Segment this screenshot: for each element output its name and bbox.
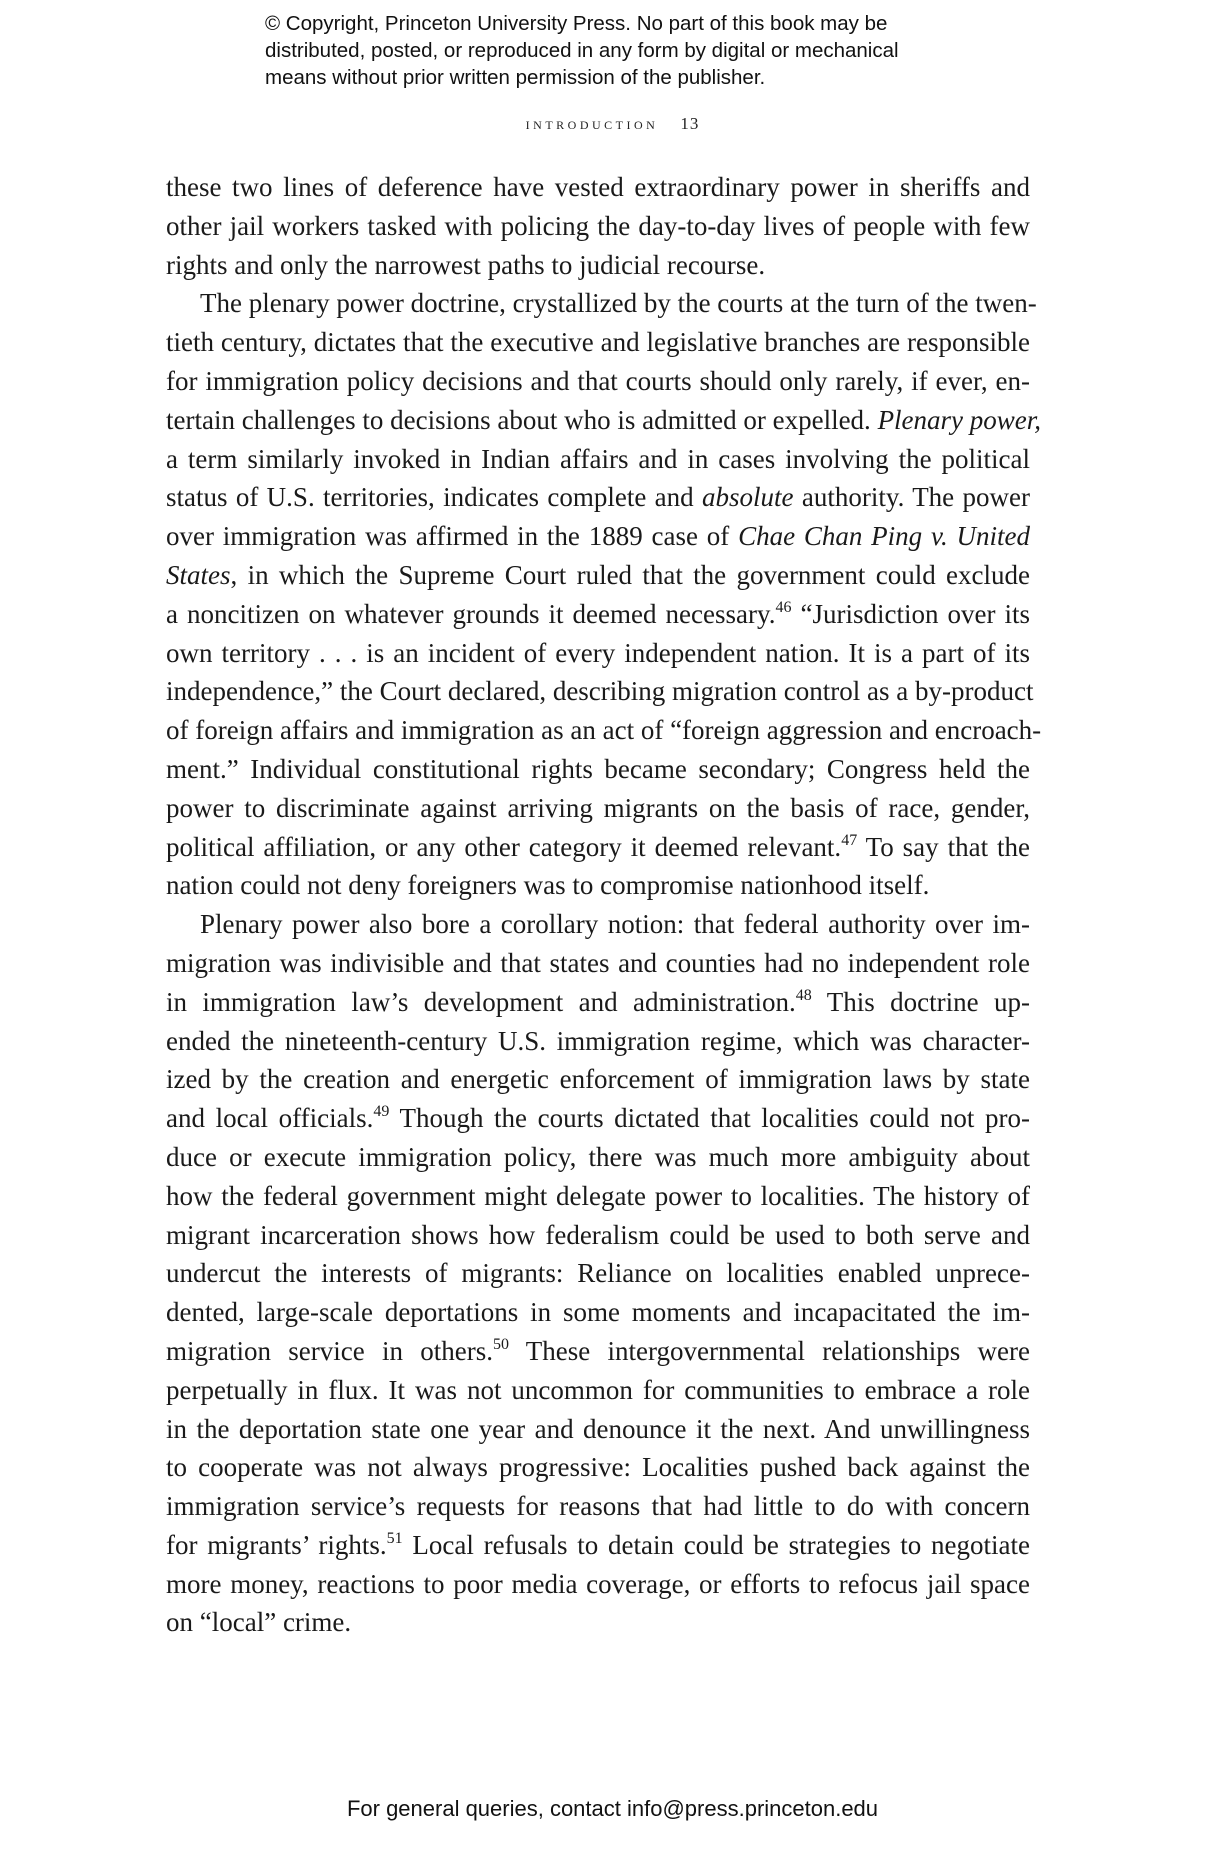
text-run: tertain challenges to decisions about who is admitted or expelled. xyxy=(166,404,878,435)
text-line xyxy=(166,983,1030,1022)
text-line xyxy=(166,828,1030,867)
footnote-marker: 50 xyxy=(493,1335,510,1353)
text-run: This doctrine up- xyxy=(811,986,1030,1017)
text-line: other jail workers tasked with policing the day-to-day lives of people with few xyxy=(166,210,1030,241)
text-run: a noncitizen on whatever grounds it deemed necessary. xyxy=(166,598,776,629)
footer-contact: For general queries, contact info@press.princeton.edu xyxy=(346,1796,879,1821)
text-line xyxy=(166,1332,1030,1371)
text-line: ized by the creation and energetic enforcement of immigration laws by state xyxy=(166,1064,1030,1095)
text-line: duce or execute immigration policy, there was much more ambiguity about xyxy=(166,1141,1030,1172)
footnote-marker: 47 xyxy=(841,831,858,849)
text-run: over immigration was affirmed in the 1889 case of xyxy=(166,521,739,552)
text-run: These intergovernmental relationships were xyxy=(509,1335,1030,1366)
text-line xyxy=(166,1099,1030,1138)
case-name: Chae Chan Ping v. United xyxy=(738,521,1031,552)
text-line: migrant incarceration shows how federalism could be used to both serve and xyxy=(166,1219,1030,1250)
italic-term: absolute xyxy=(702,482,794,513)
copyright-line: means without prior written permission of the publisher. xyxy=(265,66,766,89)
text-line: migration was indivisible and that states and counties had no independent role xyxy=(166,947,1030,978)
footnote-marker: 46 xyxy=(775,598,792,616)
text-run: and local officials. xyxy=(166,1103,374,1134)
text-line: tieth century, dictates that the executive and legislative branches are responsible xyxy=(166,327,1030,358)
text-line: rights and only the narrowest paths to judicial recourse. xyxy=(166,249,766,280)
text-line: perpetually in flux. It was not uncommon for communities to embrace a role xyxy=(166,1374,1030,1405)
text-line: dented, large-scale deportations in some moments and incapacitated the im- xyxy=(166,1297,1030,1328)
text-line: undercut the interests of migrants: Reliance on localities enabled unprece- xyxy=(166,1258,1030,1289)
page-number: 13 xyxy=(680,114,700,133)
text-run: Though the courts dictated that localities could not pro- xyxy=(389,1103,1030,1134)
text-line: power to discriminate against arriving migrants on the basis of race, gender, xyxy=(166,792,1030,823)
text-line: more money, reactions to poor media coverage, or efforts to refocus jail space xyxy=(166,1568,1030,1599)
case-name: States xyxy=(166,559,231,590)
body-text xyxy=(166,168,1042,1642)
footnote-marker: 48 xyxy=(795,986,812,1004)
text-line: to cooperate was not always progressive: Localities pushed back against the xyxy=(166,1452,1030,1483)
text-run: authority. The power xyxy=(793,482,1030,513)
text-line xyxy=(166,478,1030,517)
text-run: Local refusals to detain could be strategies to negotiate xyxy=(402,1529,1030,1560)
running-head xyxy=(0,114,1225,134)
text-line: in the deportation state one year and denounce it the next. And unwillingness xyxy=(166,1413,1030,1444)
copyright-notice xyxy=(265,10,1025,91)
text-line: ended the nineteenth-century U.S. immigration regime, which was character- xyxy=(166,1025,1030,1056)
text-line xyxy=(166,595,1030,634)
text-line: these two lines of deference have vested extraordinary power in sheriffs and xyxy=(166,172,1030,202)
text-line xyxy=(166,556,1030,595)
text-line xyxy=(166,1526,1030,1565)
text-line: on “local” crime. xyxy=(166,1607,352,1638)
text-line: independence,” the Court declared, describing migration control as a by-product xyxy=(166,676,1034,707)
text-line: how the federal government might delegate power to localities. The history of xyxy=(166,1180,1030,1211)
text-line: nation could not deny foreigners was to compromise nationhood itself. xyxy=(166,870,930,901)
text-run: , in which the Supreme Court ruled that the government could exclude xyxy=(230,559,1030,590)
copyright-line: distributed, posted, or reproduced in any form by digital or mechanical xyxy=(265,39,899,62)
footnote-marker: 51 xyxy=(386,1529,403,1547)
footnote-marker: 49 xyxy=(373,1103,390,1121)
text-line xyxy=(166,517,1030,556)
text-run: To say that the xyxy=(857,831,1030,862)
text-line: a term similarly invoked in Indian affairs and in cases involving the political xyxy=(166,443,1030,474)
text-line xyxy=(166,401,1042,440)
text-line: own territory . . . is an incident of every independent nation. It is a part of its xyxy=(166,637,1030,668)
text-run: for migrants’ rights. xyxy=(166,1529,387,1560)
text-run: migration service in others. xyxy=(166,1335,494,1366)
text-run: “Jurisdiction over its xyxy=(791,598,1030,629)
text-line: Plenary power also bore a corollary notion: that federal authority over im- xyxy=(200,909,1030,940)
text-line: immigration service’s requests for reasons that had little to do with concern xyxy=(166,1491,1030,1522)
copyright-line: © Copyright, Princeton University Press. No part of this book may be xyxy=(265,12,888,35)
text-run: political affiliation, or any other category it deemed relevant. xyxy=(166,831,842,862)
text-line: for immigration policy decisions and that courts should only rarely, if ever, en- xyxy=(166,365,1030,396)
text-line: of foreign affairs and immigration as an act of “foreign aggression and encroach- xyxy=(166,715,1042,746)
text-line: The plenary power doctrine, crystallized by the courts at the turn of the twen- xyxy=(200,288,1037,319)
text-line: ment.” Individual constitutional rights became secondary; Congress held the xyxy=(166,753,1030,784)
italic-term: Plenary power, xyxy=(877,404,1042,435)
text-run: in immigration law’s development and administration. xyxy=(166,986,796,1017)
running-head-title: introduction xyxy=(525,114,659,133)
text-run: status of U.S. territories, indicates complete and xyxy=(166,482,703,513)
